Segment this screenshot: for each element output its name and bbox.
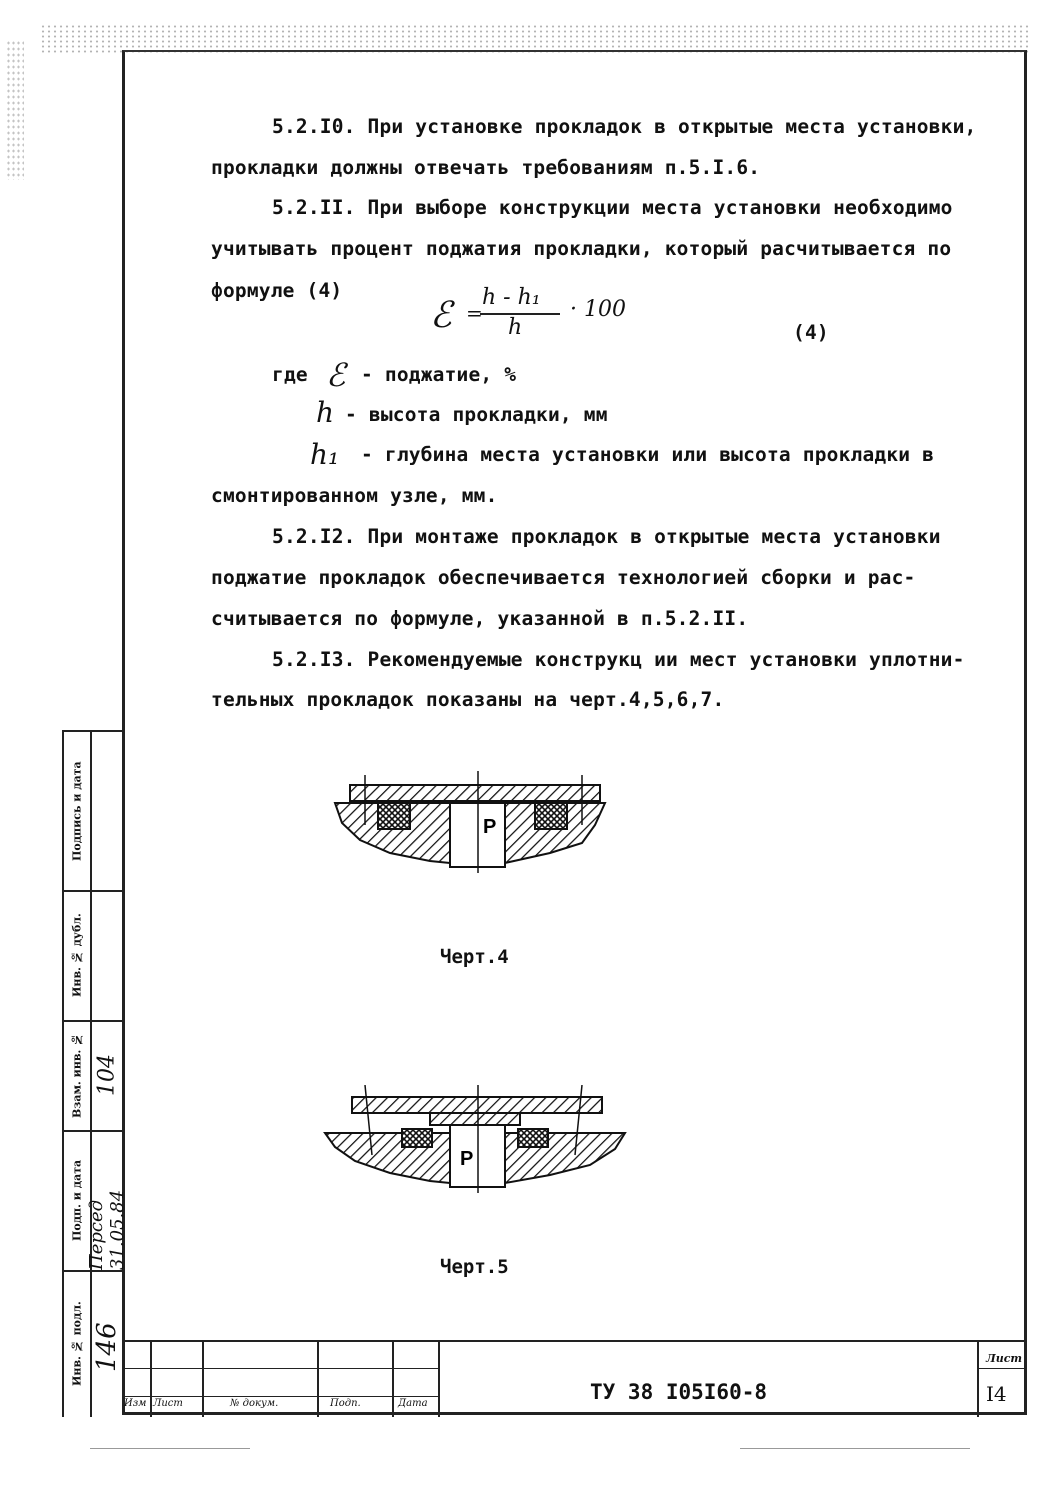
side-label-replace-inv: Взам. инв. № [70,1032,84,1118]
body-line-5: формуле (4) [211,279,343,302]
body-line-1: 5.2.I0. При установке прокладок в открытые места установки, [272,115,977,138]
title-block-row-line [122,1396,438,1397]
fig5-cover-plate [352,1097,602,1113]
legend-epsilon-text: - поджатие, % [361,363,517,386]
legend-h1-symbol: h₁ [310,438,340,471]
body-line-14: 5.2.I3. Рекомендуемые конструкц ии мест установки уплотни- [272,648,965,671]
fig5-gasket-right [518,1129,548,1147]
formula-equals: = [466,301,483,325]
body-line-3: 5.2.II. При выборе конструкции места установки необходимо [272,196,953,219]
title-col-change: Изм [124,1398,147,1409]
title-col-date: Дата [398,1398,428,1409]
legend-epsilon-symbol: ℰ [326,356,346,394]
legend-h-symbol: h [316,396,335,429]
fig4-cover-plate [350,785,600,801]
formula-number: (4) [793,321,829,344]
scan-line-bottom [740,1448,970,1449]
formula [430,285,660,345]
legend-h-text: - высота прокладки, мм [345,403,608,426]
scan-line-bottom [90,1448,250,1449]
figure-5-drawing [320,1085,630,1195]
formula-denominator: h [508,315,523,340]
title-block-col-line [438,1342,440,1417]
side-label-orig-inv: Инв. № подл. [70,1301,84,1386]
sheet-number: I4 [986,1382,1007,1406]
formula-factor: · 100 [570,297,626,322]
fig5-pressure-label: P [460,1148,474,1170]
side-handwritten-date: Персед 31.05.84 [86,1189,128,1270]
title-block-row-line [977,1368,1027,1369]
body-line-11: 5.2.I2. При монтаже прокладок в открытые места установки [272,525,941,548]
legend-h1-text: - глубина места установки или высота прокладки в [361,443,935,466]
title-col-sign: Подп. [330,1398,361,1409]
fig4-gasket-left [378,803,410,829]
body-line-2: прокладки должны отвечать требованиям п.5.I.6. [211,156,761,179]
figure-5-caption: Черт.5 [440,1256,509,1278]
title-block-col-line [317,1342,319,1417]
side-handwritten-inv: 146 [92,1322,122,1372]
side-handwritten-replace: 104 [94,1054,120,1096]
formula-epsilon: ℰ [430,295,452,336]
fig5-gasket-left [402,1129,432,1147]
body-line-4: учитывать процент поджатия прокладки, который расчитывается по [211,237,952,260]
document-code: ТУ 38 I05I60-8 [590,1380,768,1404]
title-col-sheet: Лист [153,1398,183,1409]
title-block-row-line [122,1368,438,1369]
body-line-10: смонтированном узле, мм. [211,484,498,507]
title-block-col-line [392,1342,394,1417]
scan-noise-left [6,40,24,180]
fig4-pressure-label: P [483,816,497,838]
side-label-sign-date-2: Подп. и дата [70,1159,84,1241]
figure-4-drawing [320,765,620,875]
formula-numerator: h - h₁ [482,285,541,310]
fig4-gasket-right [535,803,567,829]
figure-4-caption: Черт.4 [440,946,509,968]
side-label-dup-inv: Инв. № дубл. [70,913,84,997]
body-line-13: считывается по формуле, указанной в п.5.2.II. [211,607,749,630]
title-col-doc: № докум. [230,1398,279,1409]
title-block-col-line [150,1342,152,1417]
fig5-cover-boss [430,1113,520,1125]
side-label-signature-date: Подпись и дата [70,761,84,861]
side-stamp [62,730,128,1417]
title-block-col-line [202,1342,204,1417]
body-line-12: поджатие прокладок обеспечивается технологией сборки и рас- [211,566,916,589]
sheet-label: Лист [986,1352,1023,1365]
body-line-where: где [272,363,308,386]
title-block-col-line [977,1342,979,1417]
body-line-15: тельных прокладок показаны на черт.4,5,6,7. [211,688,725,711]
